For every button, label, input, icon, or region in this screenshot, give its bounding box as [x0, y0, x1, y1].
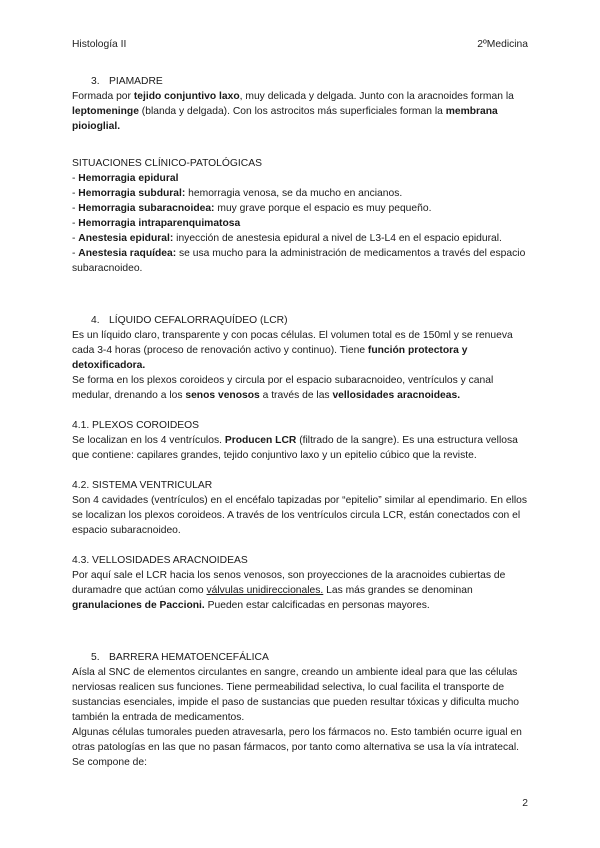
bold-run: Hemorragia intraparenquimatosa: [78, 218, 241, 229]
bold-run: granulaciones de Paccioni.: [72, 600, 205, 611]
bold-run: Anestesia epidural:: [78, 233, 174, 244]
clinical-item: [72, 246, 532, 276]
text-run: a través de las: [259, 390, 333, 401]
underline-run: válvulas unidireccionales.: [206, 585, 324, 596]
clinical-item: [72, 171, 532, 186]
section-4-3-paragraph: [72, 568, 532, 613]
bold-run: leptomeninge: [72, 106, 139, 117]
bold-run: Hemorragia subdural:: [78, 188, 186, 199]
text-run: inyección de anestesia epidural a nivel de L3-L4 en el espacio epidural.: [173, 233, 502, 244]
header-course: 2ºMedicina: [477, 39, 528, 50]
section-4-number: 4.: [91, 315, 100, 326]
text-run: Por aquí sale el LCR hacia los senos venosos, son proyecciones de la aracnoides cubiertas de duramadre que actúan como: [72, 570, 506, 596]
section-4-title: LÍQUIDO CEFALORRAQUÍDEO (LCR): [109, 315, 288, 326]
text-run: Se forma en los plexos coroideos y circula por el espacio subaracnoideo, ventrículos y canal medular, drenando a los: [72, 375, 494, 401]
page-number: 2: [522, 798, 528, 809]
section-4-2-paragraph: Son 4 cavidades (ventrículos) en el encéfalo tapizadas por “epitelio” similar al ependimario. En ellos se localizan los plexos coroideos. A través de los ventrículos circula LCR, están conectados con el espacio subaracnoideo.: [72, 495, 528, 536]
text-run: Formada por: [72, 91, 134, 102]
section-4-1-heading: 4.1. PLEXOS COROIDEOS: [72, 420, 200, 431]
text-run: Se localizan en los 4 ventrículos.: [72, 435, 225, 446]
section-4-heading: [72, 313, 532, 328]
text-run: Las más grandes se denominan: [323, 585, 473, 596]
section-5-paragraph-2: Algunas células tumorales pueden atravesarla, pero los fármacos no. Esto también ocurre igual en otras patologías en las que no pasan fármacos, por tanto como alternativa se usa la vía intratecal. Se compone de:: [72, 727, 522, 768]
section-5-paragraph-1: Aísla al SNC de elementos circulantes en sangre, creando un ambiente ideal para que las células nerviosas realicen sus funciones. Tiene permeabilidad selectiva, lo cual facilita el transporte de sustancias esenciales, impide el paso de sustancias que pueden resultar tóxicas y dificulta mucho también la entrada de medicamentos.: [72, 667, 520, 723]
section-4-paragraph-1: [72, 328, 532, 373]
clinical-item: [72, 201, 532, 216]
bold-run: membrana pioioglial.: [72, 106, 498, 132]
dash: -: [72, 248, 79, 259]
text-run: Es un líquido claro, transparente y con pocas células. El volumen total es de 150ml y se renueva cada 3-4 horas (proceso de renovación activo y continuo). Tiene: [72, 330, 513, 356]
text-run: (filtrado de la sangre). Es una estructura vellosa que contiene: capilares grandes, tejido conjuntivo laxo y un epitelio cúbico que la reviste.: [72, 435, 518, 461]
text-run: , muy delicada y delgada. Junto con la aracnoides forman la: [239, 91, 514, 102]
clinical-item: [72, 216, 532, 231]
bold-run: Hemorragia subaracnoidea:: [78, 203, 215, 214]
section-3-title: PIAMADRE: [109, 76, 163, 87]
bold-run: tejido conjuntivo laxo: [133, 91, 240, 102]
section-5-number: 5.: [91, 652, 100, 663]
header-subject: Histología II: [72, 39, 127, 50]
section-5-title: BARRERA HEMATOENCEFÁLICA: [109, 652, 269, 663]
bold-run: función protectora y detoxificadora.: [72, 345, 468, 371]
section-3-number: 3.: [91, 76, 100, 87]
text-run: (blanda y delgada). Con los astrocitos más superficiales forman la: [138, 106, 446, 117]
text-run: Pueden estar calcificadas en personas mayores.: [204, 600, 430, 611]
clinical-item: [72, 186, 532, 201]
page-header: [72, 39, 528, 53]
bold-run: Hemorragia epidural: [78, 173, 179, 184]
text-run: muy grave porque el espacio es muy pequeño.: [214, 203, 432, 214]
section-5-heading: [72, 650, 532, 665]
dash: -: [72, 188, 79, 199]
clinical-heading: SITUACIONES CLÍNICO-PATOLÓGICAS: [72, 158, 262, 169]
bold-run: Producen LCR: [224, 435, 297, 446]
section-4-3-heading: 4.3. VELLOSIDADES ARACNOIDEAS: [72, 555, 248, 566]
dash: -: [72, 173, 79, 184]
section-3-paragraph: [72, 89, 532, 134]
dash: -: [72, 218, 79, 229]
dash: -: [72, 233, 79, 244]
section-4-1-paragraph: [72, 433, 532, 463]
page-content: [72, 74, 532, 770]
dash: -: [72, 203, 79, 214]
section-4-paragraph-2: [72, 373, 532, 403]
bold-run: senos venosos: [185, 390, 260, 401]
text-run: se usa mucho para la administración de medicamentos a través del espacio subaracnoideo.: [72, 248, 526, 274]
section-4-2-heading: 4.2. SISTEMA VENTRICULAR: [72, 480, 213, 491]
section-3-heading: [72, 74, 532, 89]
bold-run: Anestesia raquídea:: [78, 248, 177, 259]
bold-run: vellosidades aracnoideas.: [332, 390, 461, 401]
clinical-item: [72, 231, 532, 246]
text-run: hemorragia venosa, se da mucho en ancianos.: [185, 188, 403, 199]
